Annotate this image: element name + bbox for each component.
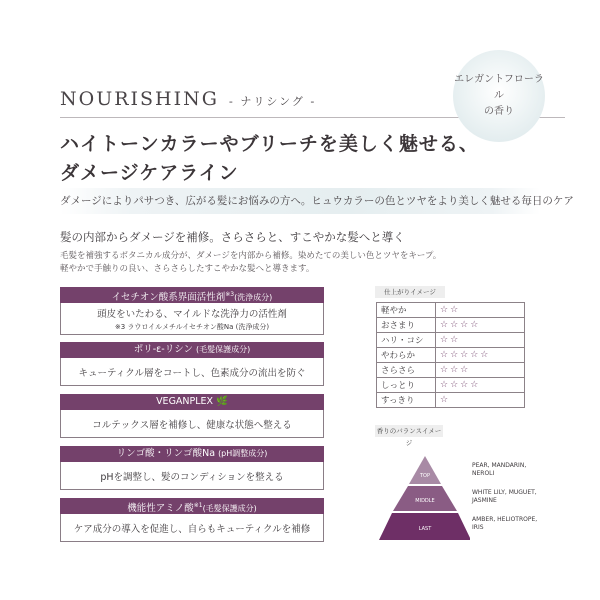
table-row xyxy=(377,318,525,333)
rating-label: ハリ・コシ xyxy=(377,333,436,348)
leaf-icon: 🌿 xyxy=(216,396,228,407)
description xyxy=(60,250,441,276)
table-row xyxy=(377,393,525,408)
last-notes-line1: AMBER, HELIOTROPE, xyxy=(472,516,538,523)
ingredient-footnote: ※3 ラウロイルメチルイセチオン酸Na (洗浄成分) xyxy=(114,322,270,331)
ingredient-card-amino-acid xyxy=(60,498,324,542)
scent-badge-line2: の香り xyxy=(484,106,514,117)
ingredient-body xyxy=(60,303,324,335)
headline-line1: ハイトーンカラーやブリーチを美しく魅せる、 xyxy=(60,133,479,155)
tagline-text: ダメージによりパサつき、広がる髪にお悩みの方へ。ヒュウカラーの色とツヤをより美しく魅せる毎日のケア xyxy=(60,195,574,207)
ingredient-header xyxy=(60,342,324,358)
ingredient-footnote-mark: ※3 xyxy=(225,291,235,298)
lead-text: 髪の内部からダメージを補修。さらさらと、すこやかな髪へと導く xyxy=(60,230,405,244)
ingredient-body xyxy=(60,514,324,542)
middle-notes-line1: WHITE LILY, MUGUET, xyxy=(472,489,537,496)
ingredient-header xyxy=(60,287,324,303)
scent-badge-line1: エレガントフローラル xyxy=(454,74,544,101)
table-row xyxy=(377,333,525,348)
ingredient-header xyxy=(60,446,324,462)
pyramid-top-label: TOP xyxy=(419,473,431,479)
table-row xyxy=(377,363,525,378)
fragrance-balance-title: 香りのバランスイメージ xyxy=(376,427,442,447)
rating-stars: ☆☆☆☆ xyxy=(436,378,525,393)
ingredient-card-malic-acid xyxy=(60,446,324,490)
top-notes-line1: PEAR, MANDARIN, xyxy=(472,462,527,469)
pyramid-last-label: LAST xyxy=(418,526,432,532)
description-line1: 毛髪を補強するボタニカル成分が、ダメージを内部から補修。染めたての美しい色とツヤをキープ。 xyxy=(60,251,442,261)
table-row xyxy=(377,378,525,393)
brand-name: NOURISHING xyxy=(60,88,219,110)
ingredient-description: キューティクル層をコートし、色素成分の流出を防ぐ xyxy=(78,367,306,379)
ingredient-description: 頭皮をいたわる、マイルドな洗浄力の活性剤 xyxy=(97,308,287,320)
top-notes-line2: NEROLI xyxy=(472,470,495,477)
ingredient-header xyxy=(60,394,324,410)
fragrance-pyramid xyxy=(370,448,470,543)
ingredient-name: イセチオン酸系界面活性剤 xyxy=(111,292,226,304)
ingredient-body xyxy=(60,358,324,386)
table-row xyxy=(377,303,525,318)
rating-stars: ☆☆☆☆☆ xyxy=(436,348,525,363)
table-row xyxy=(377,348,525,363)
finish-rating-table xyxy=(376,302,525,408)
ingredient-name: リンゴ酸・リンゴ酸Na xyxy=(116,448,216,459)
ingredient-name: 機能性アミノ酸 xyxy=(127,503,194,515)
ingredient-description: pHを調整し、髪のコンディションを整える xyxy=(100,471,284,483)
ingredient-description: コルテックス層を補修し、健康な状態へ整える xyxy=(92,419,292,431)
ingredient-note: (pH調整成分) xyxy=(218,449,268,458)
last-notes-line2: IRIS xyxy=(472,524,484,531)
rating-stars: ☆☆ xyxy=(436,303,525,318)
ingredient-name: ポリ-ε-リシン xyxy=(133,344,193,355)
headline xyxy=(60,130,479,188)
ingredient-card-polylysine xyxy=(60,342,324,386)
top-notes xyxy=(472,462,526,478)
ingredient-note: (洗浄成分) xyxy=(234,293,273,303)
rating-label: すっきり xyxy=(377,393,436,408)
ingredient-header xyxy=(60,498,324,514)
last-notes xyxy=(472,516,537,532)
brand-subtitle: - ナリシング - xyxy=(228,95,317,108)
ingredient-body xyxy=(60,410,324,438)
scent-badge xyxy=(453,50,545,142)
headline-line2: ダメージケアライン xyxy=(60,162,239,184)
middle-notes xyxy=(472,489,537,505)
rating-label: おさまり xyxy=(377,318,436,333)
rating-label: 軽やか xyxy=(377,303,436,318)
ingredient-note: (毛髪保護成分) xyxy=(202,504,257,514)
ingredient-description: ケア成分の導入を促進し、自らもキューティクルを補修 xyxy=(73,523,311,535)
middle-notes-line2: JASMINE xyxy=(472,497,497,504)
ingredient-body xyxy=(60,462,324,490)
rating-label: しっとり xyxy=(377,378,436,393)
rating-label: さらさら xyxy=(377,363,436,378)
description-line2: 軽やかで手触りの良い、さらさらしたすこやかな髪へと導きます。 xyxy=(60,264,315,274)
rating-stars: ☆☆ xyxy=(436,333,525,348)
rating-stars: ☆ xyxy=(436,393,525,408)
ingredient-name: VEGANPLEX xyxy=(156,396,214,407)
ingredient-card-isethionate xyxy=(60,287,324,335)
ingredient-card-veganplex xyxy=(60,394,324,438)
finish-table-title: 仕上がりイメージ xyxy=(375,286,445,298)
ingredient-footnote-mark: ※1 xyxy=(193,502,203,509)
rating-stars: ☆☆☆ xyxy=(436,363,525,378)
pyramid-top-layer xyxy=(409,456,441,484)
ingredient-note: (毛髪保護成分) xyxy=(196,345,251,354)
pyramid-middle-label: MIDDLE xyxy=(415,498,435,504)
brand-title xyxy=(60,88,316,110)
rating-label: やわらか xyxy=(377,348,436,363)
rating-stars: ☆☆☆☆ xyxy=(436,318,525,333)
